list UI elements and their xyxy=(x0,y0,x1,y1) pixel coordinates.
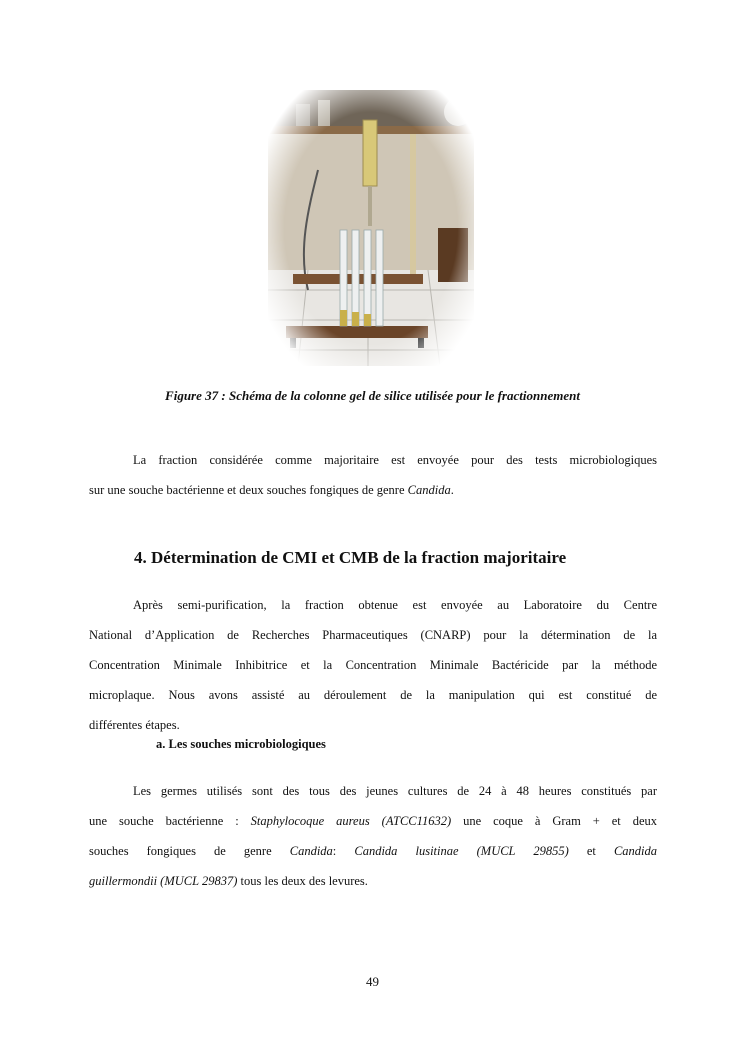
paragraph-fraction xyxy=(89,445,657,505)
paragraph-line: Les germes utilisés sont des tous des jeunes cultures de 24 à 48 heures constitués par xyxy=(133,784,657,798)
italic-text-run: Staphylocoque aureus (ATCC11632) xyxy=(250,814,452,828)
paragraph-line: Après semi-purification, la fraction obtenue est envoyée au Laboratoire du Centre xyxy=(133,598,657,612)
paragraph-line: Concentration Minimale Inhibitrice et la Concentration Minimale Bactéricide par la méthode xyxy=(89,658,657,672)
text-run: . xyxy=(450,483,454,497)
paragraph-line: National d’Application de Recherches Pharmaceutiques (CNARP) pour la détermination de la xyxy=(89,628,657,642)
paragraph-line: microplaque. Nous avons assisté au déroulement de la manipulation qui est constitué de xyxy=(89,688,657,702)
text-run: une coque à Gram + et deux xyxy=(463,814,658,828)
paragraph-line xyxy=(89,836,657,866)
figure-caption: Figure 37 : Schéma de la colonne gel de silice utilisée pour le fractionnement xyxy=(165,388,580,403)
paragraph-line xyxy=(89,806,657,836)
italic-text-run: Candida xyxy=(289,844,333,858)
italic-text-run: Candida lusitinae (MUCL 29855) xyxy=(354,844,569,858)
italic-text-run: Candida xyxy=(407,483,451,497)
paragraph-line: La fraction considérée comme majoritaire est envoyée pour des tests microbiologiques xyxy=(133,453,657,467)
italic-text-run: guillermondii (MUCL 29837) xyxy=(89,874,238,888)
paragraph-line: différentes étapes. xyxy=(89,718,180,732)
paragraph-strains xyxy=(89,776,657,896)
text-run: : xyxy=(332,844,337,858)
subsection-heading: a. Les souches microbiologiques xyxy=(156,737,326,751)
figure-photo-silica-column xyxy=(268,90,474,366)
text-run: souches fongiques de genre xyxy=(89,844,272,858)
text-run: une souche bactérienne : xyxy=(89,814,239,828)
lab-photo-illustration xyxy=(268,90,474,366)
paragraph-line xyxy=(89,866,657,896)
section-heading: 4. Détermination de CMI et CMB de la fraction majoritaire xyxy=(134,548,567,567)
text-run: tous les deux des levures. xyxy=(240,874,368,888)
page-number: 49 xyxy=(366,974,379,989)
text-run: et xyxy=(586,844,596,858)
paragraph-line xyxy=(89,475,657,505)
italic-text-run: Candida xyxy=(613,844,658,858)
paragraph-cmi-cmb xyxy=(89,590,657,740)
text-run: sur une souche bactérienne et deux souches fongiques de genre xyxy=(89,483,405,497)
